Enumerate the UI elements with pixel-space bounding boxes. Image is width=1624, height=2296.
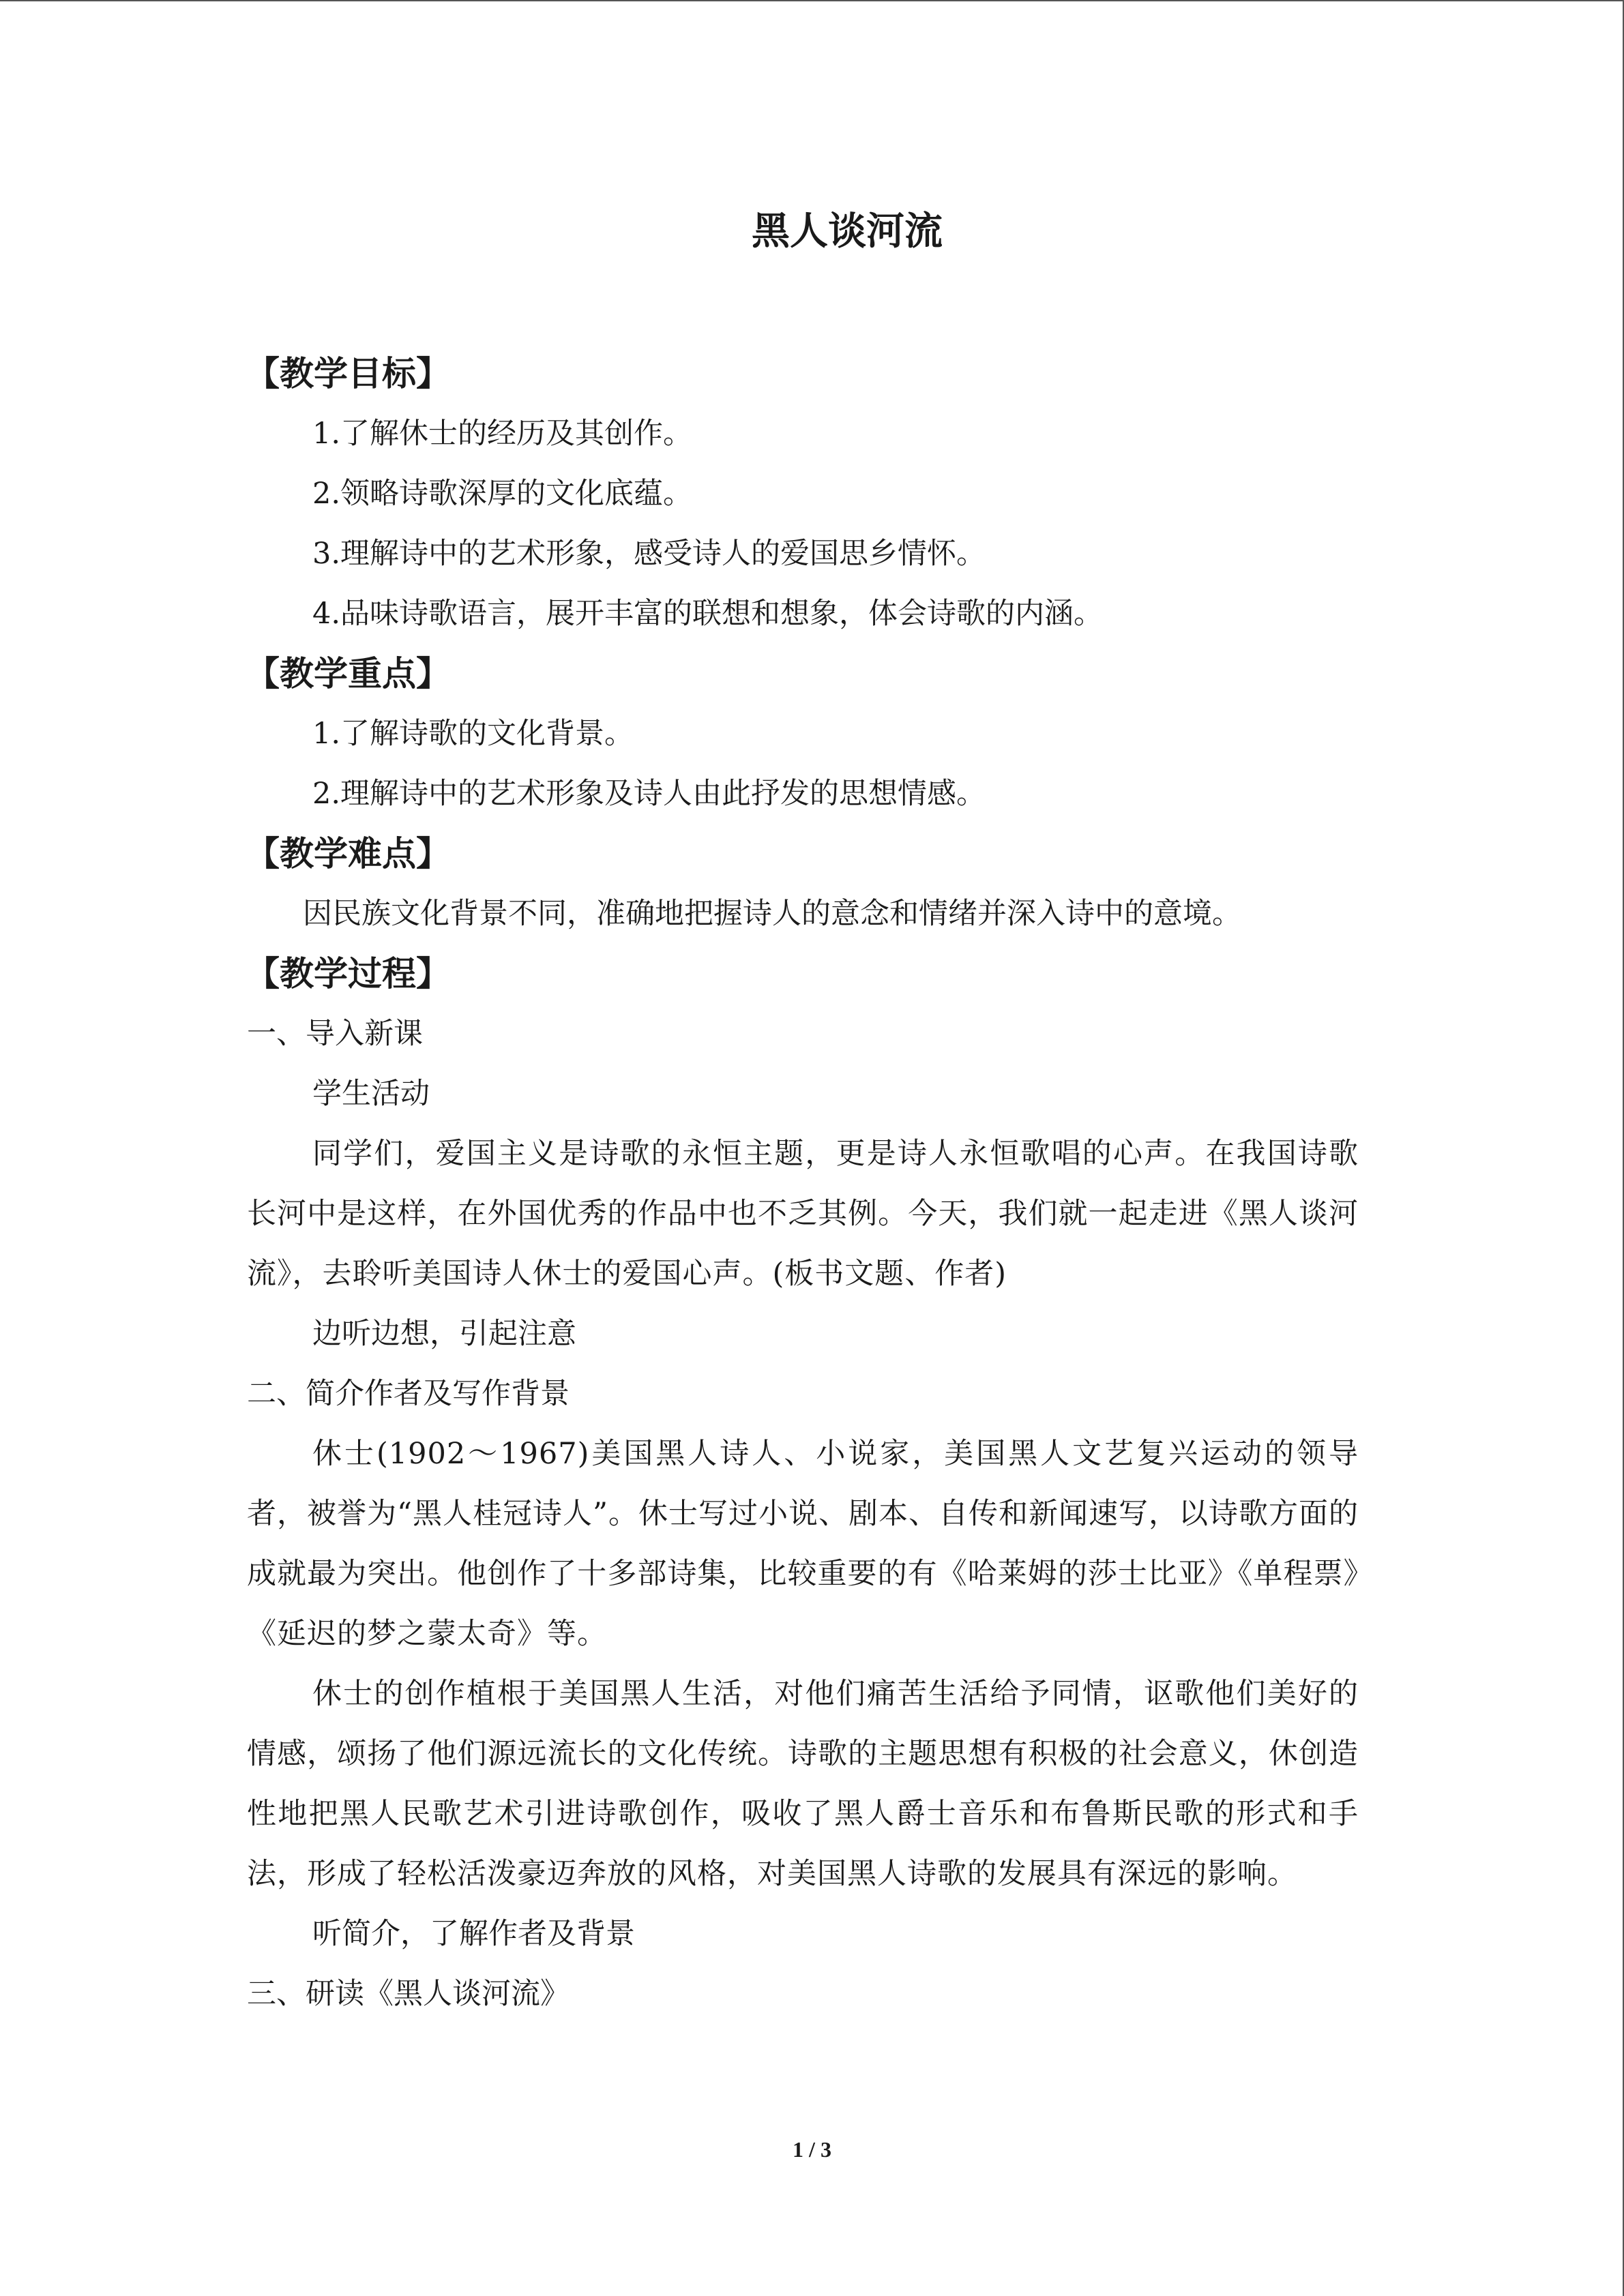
- process-part1-note: 边听边想，引起注意: [312, 1317, 576, 1351]
- goal-item: 2.领略诗歌深厚的文化底蕴。: [312, 477, 693, 511]
- process-part1-paragraph: 同学们，爱国主义是诗歌的永恒主题，更是诗人永恒歌唱的心声。在我国诗歌长河中是这样，在外国优秀的作品中也不乏其例。今天，我们就一起走进《黑人谈河流》，去聆听美国诗人休士的爱国心声。(板书文题、作者): [247, 1137, 1359, 1291]
- document-title: 黑人谈河流: [752, 209, 943, 254]
- difficulty-text: 因民族文化背景不同，准确地把握诗人的意念和情绪并深入诗中的意境。: [303, 897, 1241, 931]
- section-heading-keypoints: 【教学重点】: [246, 654, 450, 694]
- process-part3-title: 三、研读《黑人谈河流》: [247, 1977, 570, 2011]
- section-heading-goals: 【教学目标】: [246, 354, 450, 393]
- keypoint-item: 1.了解诗歌的文化背景。: [312, 717, 634, 751]
- keypoint-item: 2.理解诗中的艺术形象及诗人由此抒发的思想情感。: [312, 777, 986, 811]
- process-part1-label: 学生活动: [312, 1077, 430, 1111]
- process-part2-paragraph1: 休士(1902～1967)美国黑人诗人、小说家，美国黑人文艺复兴运动的领导者，被誉为“黑人桂冠诗人”。休士写过小说、剧本、自传和新闻速写，以诗歌方面的成就最为突出。他创作了十多部诗集，比较重要的有《哈莱姆的莎士比亚》《单程票》《延迟的梦之蒙太奇》等。: [247, 1437, 1359, 1651]
- section-heading-process: 【教学过程】: [246, 954, 450, 994]
- process-part2-note: 听简介，了解作者及背景: [312, 1917, 635, 1951]
- goal-item: 3.理解诗中的艺术形象，感受诗人的爱国思乡情怀。: [312, 537, 986, 571]
- process-part2-paragraph2: 休士的创作植根于美国黑人生活，对他们痛苦生活给予同情，讴歌他们美好的情感，颂扬了他们源远流长的文化传统。诗歌的主题思想有积极的社会意义，休创造性地把黑人民歌艺术引进诗歌创作，吸收了黑人爵士音乐和布鲁斯民歌的形式和手法，形成了轻松活泼豪迈奔放的风格，对美国黑人诗歌的发展具有深远的影响。: [247, 1677, 1359, 1891]
- document-body: [247, 199, 1359, 2024]
- section-heading-difficulties: 【教学难点】: [246, 834, 450, 874]
- goal-item: 4.品味诗歌语言，展开丰富的联想和想象，体会诗歌的内涵。: [312, 597, 1104, 631]
- page-number: 1 / 3: [793, 2137, 831, 2162]
- goal-item: 1.了解休士的经历及其创作。: [312, 417, 693, 451]
- process-part2-title: 二、简介作者及写作背景: [247, 1377, 570, 1411]
- process-part1-title: 一、导入新课: [247, 1017, 423, 1051]
